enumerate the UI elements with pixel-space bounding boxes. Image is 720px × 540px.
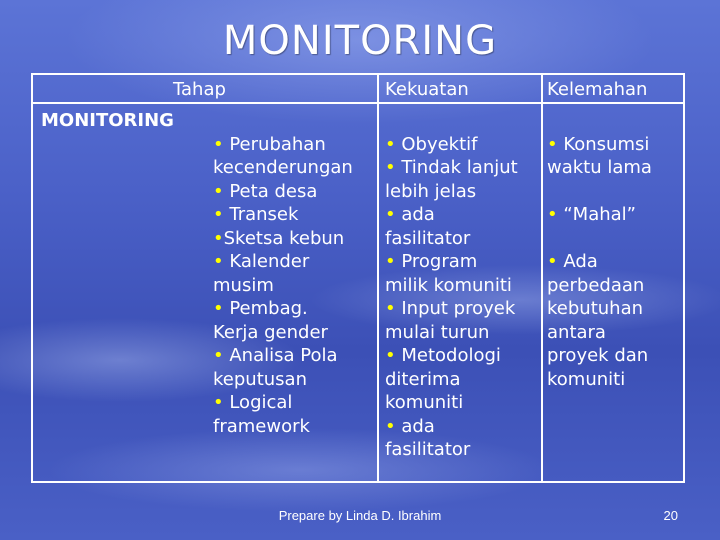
- bullet-icon: •: [213, 298, 224, 319]
- bullet-icon: •: [213, 133, 230, 155]
- bullet-icon: •: [385, 415, 396, 437]
- bullet-icon: •: [385, 133, 402, 155]
- bullet-icon: •: [213, 345, 224, 366]
- kelemahan-cell: [547, 109, 652, 391]
- bullet-icon: •: [385, 345, 396, 366]
- kekuatan-text: Obyektif • Tindak lanjut lebih jelas • ada fasilitator • Program milik komuniti • Input proyek mulai turun • Metodologi diterima komuniti • ada fasilitator: [385, 133, 518, 460]
- bullet-icon: •: [213, 227, 224, 249]
- comparison-table: [31, 73, 685, 483]
- bullet-icon: •: [385, 204, 396, 225]
- bullet-icon: •: [213, 204, 224, 225]
- row-label: MONITORING: [41, 110, 174, 131]
- kekuatan-cell: [385, 109, 518, 462]
- bullet-icon: •: [213, 180, 224, 202]
- header-kekuatan: Kekuatan: [385, 79, 469, 100]
- footer-credit: Prepare by Linda D. Ibrahim: [278, 508, 442, 523]
- page-number: 20: [663, 508, 678, 523]
- bullet-icon: •: [213, 392, 224, 413]
- bullet-icon: •: [213, 251, 224, 272]
- bullet-icon: •: [547, 133, 564, 155]
- header-tahap: Tahap: [173, 79, 226, 100]
- tahap-cell: [213, 109, 353, 438]
- header-divider: [33, 102, 683, 104]
- tahap-text: Perubahan kecenderungan • Peta desa • Transek •Sketsa kebun • Kalender musim • Pembag. Kerja gender • Analisa Pola keputusan • Logical framework: [213, 133, 353, 437]
- header-kelemahan: Kelemahan: [547, 79, 648, 100]
- bullet-icon: •: [385, 157, 396, 178]
- kelemahan-text: Konsumsi waktu lama • “Mahal” • Ada perbedaan kebutuhan antara proyek dan komuniti: [547, 133, 652, 390]
- column-divider: [377, 75, 379, 481]
- bullet-icon: •: [547, 251, 558, 272]
- bullet-icon: •: [385, 251, 396, 272]
- bullet-icon: •: [547, 204, 558, 225]
- column-divider: [541, 75, 543, 481]
- slide-title: MONITORING: [222, 18, 498, 64]
- bullet-icon: •: [385, 298, 396, 319]
